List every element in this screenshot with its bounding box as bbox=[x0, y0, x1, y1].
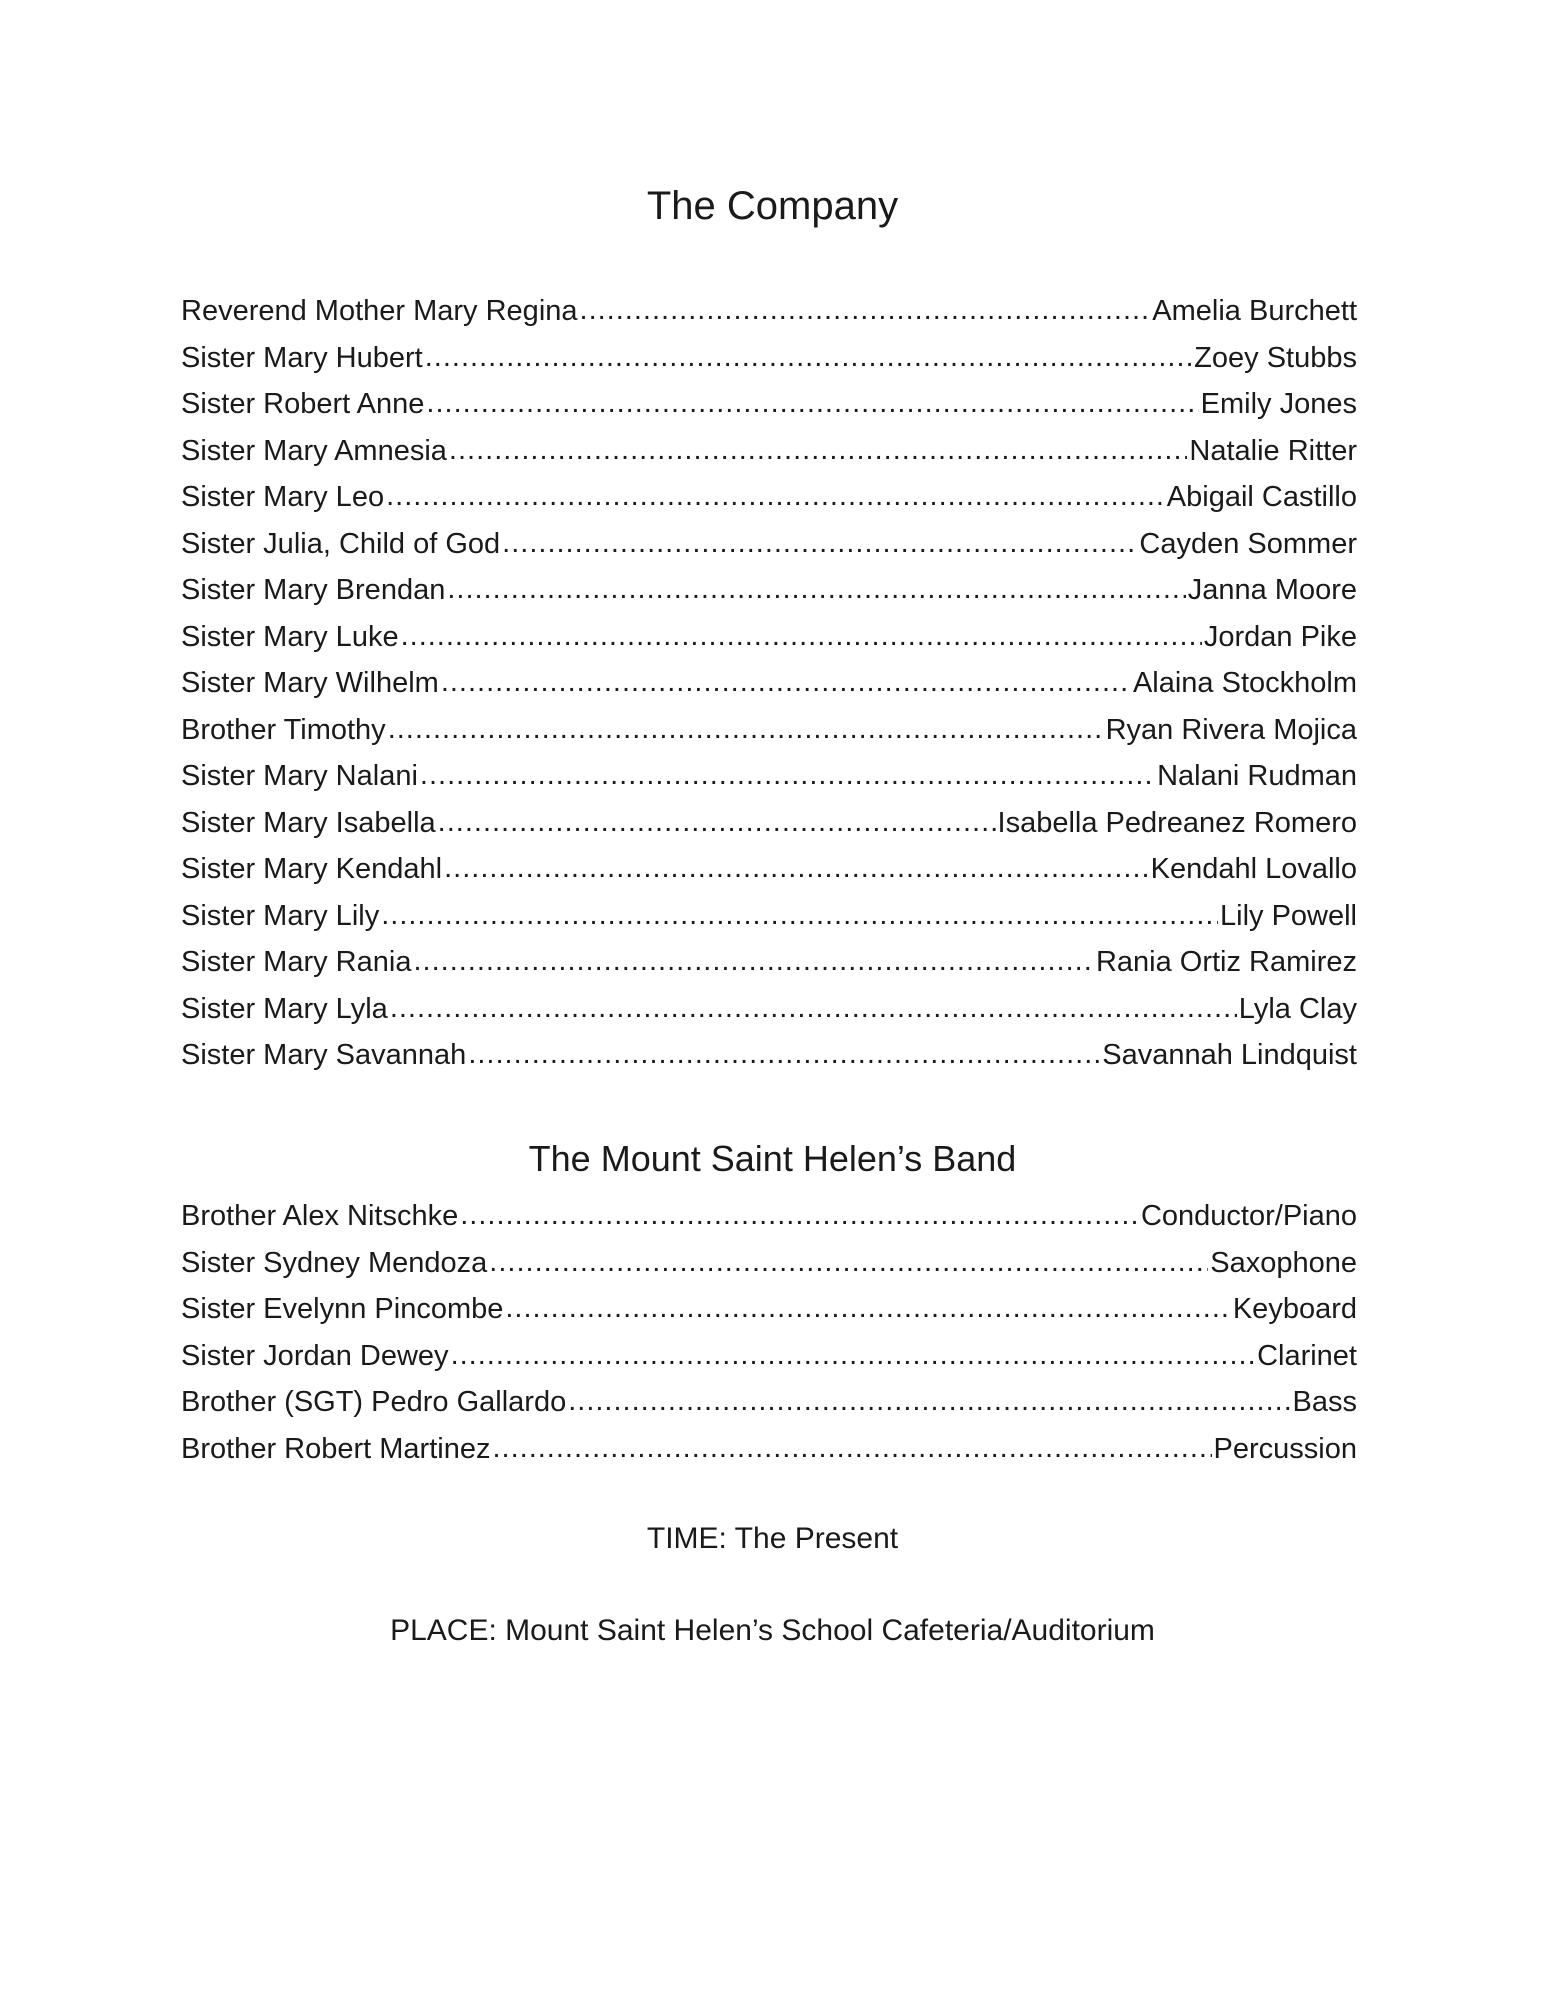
cast-row bbox=[181, 714, 1357, 761]
cast-row bbox=[181, 1039, 1357, 1086]
cast-row bbox=[181, 435, 1357, 482]
cast-actor: Natalie Ritter bbox=[1189, 434, 1357, 467]
band-member: Brother Robert Martinez bbox=[181, 1432, 491, 1465]
cast-role: Sister Mary Luke bbox=[181, 620, 399, 653]
dot-leader bbox=[449, 434, 1187, 467]
cast-row bbox=[181, 993, 1357, 1040]
band-instrument: Keyboard bbox=[1232, 1293, 1357, 1325]
band-list bbox=[181, 1200, 1357, 1479]
dot-leader bbox=[568, 1385, 1290, 1418]
place-line: PLACE: Mount Saint Helen’s School Cafeteria/Auditorium bbox=[390, 1614, 1155, 1647]
dot-leader bbox=[425, 341, 1192, 374]
cast-actor: Janna Moore bbox=[1187, 574, 1357, 606]
band-member: Sister Evelynn Pincombe bbox=[181, 1293, 504, 1325]
cast-row bbox=[181, 295, 1357, 342]
dot-leader bbox=[401, 620, 1202, 653]
dot-leader bbox=[386, 480, 1165, 513]
dot-leader bbox=[381, 899, 1218, 932]
band-instrument: Bass bbox=[1292, 1386, 1357, 1418]
cast-actor: Isabella Pedreanez Romero bbox=[997, 806, 1357, 839]
dot-leader bbox=[460, 1199, 1139, 1232]
band-row bbox=[181, 1433, 1357, 1480]
band-member: Sister Sydney Mendoza bbox=[181, 1246, 488, 1279]
company-heading: The Company bbox=[646, 184, 899, 228]
dot-leader bbox=[489, 1246, 1208, 1279]
time-line: TIME: The Present bbox=[646, 1522, 899, 1555]
dot-leader bbox=[502, 527, 1137, 560]
band-member: Brother (SGT) Pedro Gallardo bbox=[181, 1386, 567, 1418]
dot-leader bbox=[413, 945, 1093, 978]
cast-role: Sister Mary Wilhelm bbox=[181, 667, 439, 699]
cast-role: Sister Mary Brendan bbox=[181, 574, 446, 606]
dot-leader bbox=[451, 1339, 1256, 1372]
band-instrument: Clarinet bbox=[1257, 1339, 1357, 1372]
cast-row bbox=[181, 900, 1357, 947]
cast-role: Sister Julia, Child of God bbox=[181, 527, 501, 560]
band-row bbox=[181, 1200, 1357, 1247]
cast-actor: Savannah Lindquist bbox=[1102, 1039, 1357, 1071]
cast-actor: Zoey Stubbs bbox=[1194, 341, 1357, 374]
cast-role: Brother Timothy bbox=[181, 713, 386, 746]
cast-list bbox=[181, 295, 1357, 1086]
cast-role: Sister Mary Leo bbox=[181, 481, 385, 513]
band-member: Sister Jordan Dewey bbox=[181, 1339, 449, 1372]
band-instrument: Percussion bbox=[1213, 1432, 1357, 1465]
cast-row bbox=[181, 621, 1357, 668]
band-row bbox=[181, 1386, 1357, 1433]
cast-role: Sister Mary Lyla bbox=[181, 992, 388, 1025]
cast-actor: Rania Ortiz Ramirez bbox=[1095, 946, 1357, 978]
cast-actor: Emily Jones bbox=[1200, 388, 1357, 420]
cast-role: Sister Mary Savannah bbox=[181, 1039, 467, 1071]
cast-role: Reverend Mother Mary Regina bbox=[181, 295, 578, 327]
cast-actor: Jordan Pike bbox=[1203, 620, 1357, 653]
cast-row bbox=[181, 760, 1357, 807]
dot-leader bbox=[438, 806, 996, 839]
cast-actor: Abigail Castillo bbox=[1166, 481, 1357, 513]
cast-row bbox=[181, 342, 1357, 389]
cast-role: Sister Mary Rania bbox=[181, 946, 412, 978]
cast-role: Sister Robert Anne bbox=[181, 388, 425, 420]
cast-actor: Alaina Stockholm bbox=[1132, 667, 1357, 699]
cast-actor: Lyla Clay bbox=[1238, 992, 1357, 1025]
cast-row bbox=[181, 388, 1357, 435]
cast-actor: Ryan Rivera Mojica bbox=[1105, 713, 1357, 746]
cast-role: Sister Mary Hubert bbox=[181, 341, 423, 374]
dot-leader bbox=[447, 573, 1185, 606]
cast-role: Sister Mary Nalani bbox=[181, 760, 418, 792]
band-member: Brother Alex Nitschke bbox=[181, 1200, 459, 1232]
band-instrument: Saxophone bbox=[1210, 1246, 1357, 1279]
cast-actor: Cayden Sommer bbox=[1139, 527, 1357, 560]
dot-leader bbox=[441, 666, 1131, 699]
dot-leader bbox=[420, 759, 1155, 792]
cast-actor: Nalani Rudman bbox=[1157, 760, 1357, 792]
band-instrument: Conductor/Piano bbox=[1140, 1200, 1357, 1232]
cast-actor: Amelia Burchett bbox=[1152, 295, 1357, 327]
cast-role: Sister Mary Amnesia bbox=[181, 434, 447, 467]
dot-leader bbox=[426, 387, 1198, 420]
dot-leader bbox=[580, 294, 1151, 327]
cast-row bbox=[181, 481, 1357, 528]
dot-leader bbox=[492, 1432, 1211, 1465]
band-row bbox=[181, 1293, 1357, 1340]
band-heading: The Mount Saint Helen’s Band bbox=[528, 1138, 1017, 1179]
cast-role: Sister Mary Kendahl bbox=[181, 853, 443, 885]
band-row bbox=[181, 1247, 1357, 1294]
cast-actor: Kendahl Lovallo bbox=[1150, 853, 1357, 885]
dot-leader bbox=[468, 1038, 1100, 1071]
cast-row bbox=[181, 667, 1357, 714]
cast-row bbox=[181, 574, 1357, 621]
cast-role: Sister Mary Isabella bbox=[181, 806, 436, 839]
cast-row bbox=[181, 946, 1357, 993]
cast-actor: Lily Powell bbox=[1220, 899, 1357, 932]
band-row bbox=[181, 1340, 1357, 1387]
dot-leader bbox=[388, 713, 1104, 746]
cast-role: Sister Mary Lily bbox=[181, 899, 380, 932]
dot-leader bbox=[390, 992, 1237, 1025]
cast-row bbox=[181, 807, 1357, 854]
dot-leader bbox=[444, 852, 1148, 885]
cast-row bbox=[181, 528, 1357, 575]
dot-leader bbox=[505, 1292, 1230, 1325]
cast-row bbox=[181, 853, 1357, 900]
